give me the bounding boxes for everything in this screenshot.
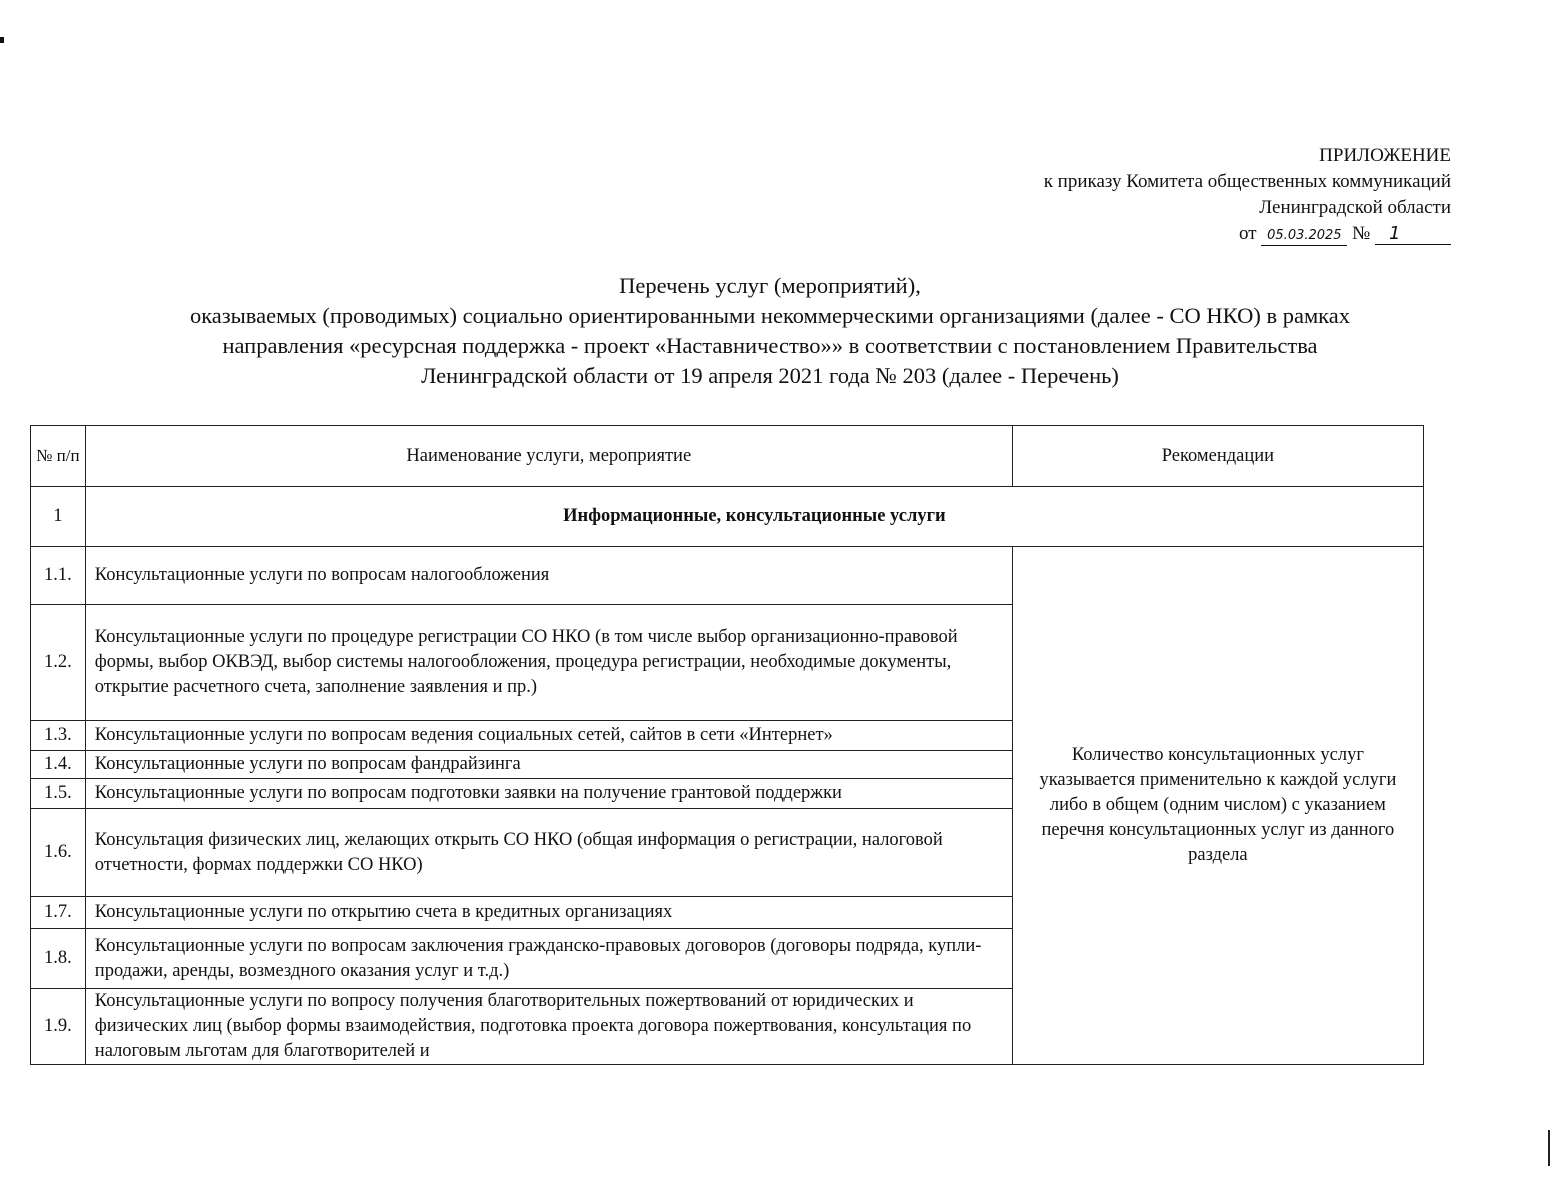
- order-date: 05.03.2025: [1261, 227, 1347, 246]
- row-name: Консультационные услуги по вопросам фандрайзинга: [85, 751, 1012, 779]
- appendix-order-ref: к приказу Комитета общественных коммуникаций: [1043, 171, 1451, 192]
- number-prefix: №: [1352, 223, 1371, 244]
- row-num: 1.4.: [31, 751, 86, 779]
- row-num: 1.1.: [31, 547, 86, 605]
- section-title: Информационные, консультационные услуги: [85, 487, 1423, 547]
- appendix-date-number: [1044, 221, 1451, 247]
- row-name: Консультационные услуги по вопросу получения благотворительных пожертвований от юридических и физических лиц (выбор формы взаимодействия, подготовка проекта договора пожертвования, консультация по налоговым льготам для благотворителей и: [85, 989, 1012, 1065]
- row-name: Консультационные услуги по процедуре регистрации СО НКО (в том числе выбор организационно-правовой формы, выбор ОКВЭД, выбор системы налогообложения, процедура регистрации, необходимые документы, открытие расчетного счета, заполнение заявления и пр.): [85, 605, 1012, 721]
- title-line-3: направления «ресурсная поддержка - проект «Наставничество»» в соответствии с постановлением Правительства: [222, 333, 1318, 358]
- services-table: [30, 425, 1424, 1065]
- scan-corner-mark: [0, 37, 4, 43]
- document-title: [40, 271, 1500, 391]
- appendix-heading: ПРИЛОЖЕНИЕ: [1319, 145, 1451, 166]
- row-num: 1.3.: [31, 721, 86, 751]
- row-name: Консультационные услуги по вопросам ведения социальных сетей, сайтов в сети «Интернет»: [85, 721, 1012, 751]
- title-line-4: Ленинградской области от 19 апреля 2021 года № 203 (далее - Перечень): [421, 363, 1119, 388]
- row-num: 1.5.: [31, 779, 86, 809]
- order-number: 1: [1375, 224, 1451, 245]
- row-name: Консультация физических лиц, желающих открыть СО НКО (общая информация о регистрации, налоговой отчетности, формах поддержки СО НКО): [85, 809, 1012, 897]
- header-recommendations: Рекомендации: [1012, 426, 1423, 487]
- row-num: 1.6.: [31, 809, 86, 897]
- row-num: 1.9.: [31, 989, 86, 1065]
- appendix-region: Ленинградской области: [1259, 197, 1451, 218]
- row-num: 1.7.: [31, 897, 86, 929]
- section-num: 1: [31, 487, 86, 547]
- row-name: Консультационные услуги по вопросам налогообложения: [85, 547, 1012, 605]
- header-name: Наименование услуги, мероприятие: [85, 426, 1012, 487]
- scan-edge-mark: [1548, 1130, 1550, 1166]
- table-row: [31, 547, 1424, 605]
- row-name: Консультационные услуги по открытию счета в кредитных организациях: [85, 897, 1012, 929]
- row-num: 1.2.: [31, 605, 86, 721]
- title-line-2: оказываемых (проводимых) социально ориентированными некоммерческими организациями (далее - СО НКО) в рамках: [189, 303, 1351, 328]
- appendix-block: [1044, 143, 1451, 247]
- section-row: [31, 487, 1424, 547]
- row-name: Консультационные услуги по вопросам заключения гражданско-правовых договоров (договоры подряда, купли-продажи, аренды, возмездного оказания услуг и т.д.): [85, 929, 1012, 989]
- row-name: Консультационные услуги по вопросам подготовки заявки на получение грантовой поддержки: [85, 779, 1012, 809]
- date-prefix: от: [1239, 223, 1257, 244]
- recommendation-cell: Количество консультационных услуг указывается применительно к каждой услуги либо в общем (одним числом) с указанием перечня консультационных услуг из данного раздела: [1012, 547, 1423, 1065]
- table-header-row: [31, 426, 1424, 487]
- header-num: № п/п: [31, 426, 86, 487]
- title-line-1: Перечень услуг (мероприятий),: [619, 273, 921, 298]
- row-num: 1.8.: [31, 929, 86, 989]
